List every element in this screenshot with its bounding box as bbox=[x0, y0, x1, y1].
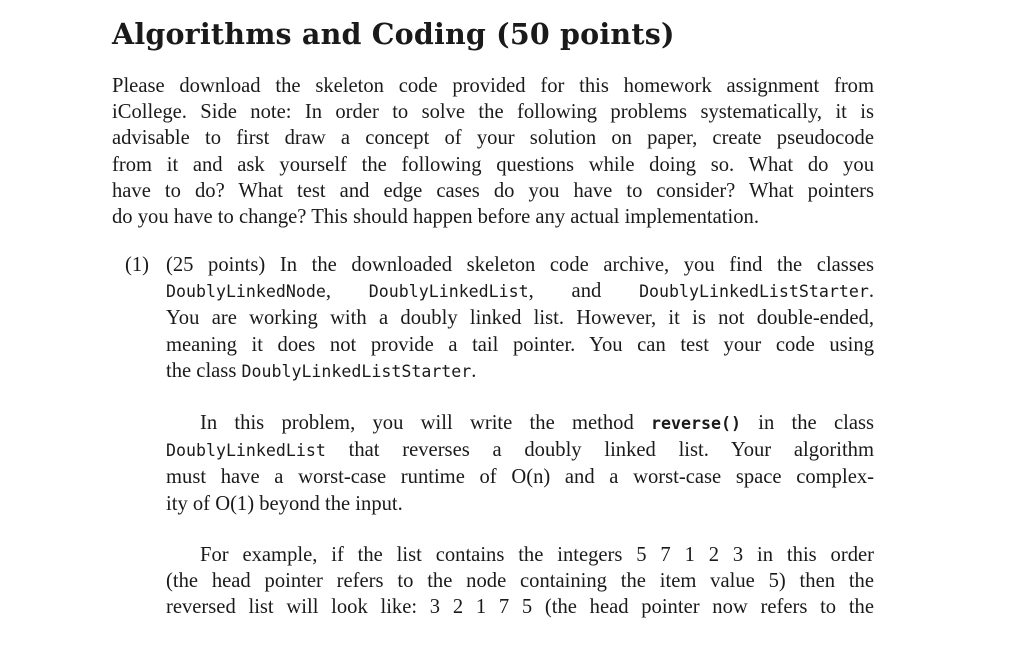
problem-example-paragraph bbox=[166, 542, 874, 621]
line-text: the class bbox=[166, 359, 237, 382]
class-name: DoublyLinkedListStarter bbox=[241, 361, 472, 381]
problem-description bbox=[166, 252, 874, 385]
intro-line: advisable to first draw a concept of your solution on paper, create pseudocode bbox=[112, 127, 874, 150]
problem-line bbox=[166, 437, 874, 464]
problem-line bbox=[166, 278, 874, 305]
problem-line bbox=[166, 358, 874, 385]
line-text: In this problem, you will write the method bbox=[200, 412, 634, 434]
intro-line: from it and ask yourself the following questions while doing so. What do you bbox=[112, 153, 874, 176]
line-text: in the class bbox=[758, 412, 874, 434]
section-title: Algorithms and Coding (50 points) bbox=[112, 17, 675, 51]
separator-text: , and bbox=[528, 280, 602, 303]
class-name: DoublyLinkedListStarter bbox=[639, 282, 869, 302]
class-name: DoublyLinkedNode bbox=[166, 282, 326, 302]
class-name: DoublyLinkedList bbox=[368, 282, 529, 302]
period-text: . bbox=[868, 280, 874, 303]
problem-line: You are working with a doubly linked list. However, it is not double-ended, bbox=[166, 307, 874, 330]
problem-line: ity of O(1) beyond the input. bbox=[166, 492, 403, 515]
period-text: . bbox=[471, 359, 477, 382]
intro-line: iCollege. Side note: In order to solve the following problems systematically, it is bbox=[112, 101, 874, 124]
intro-line: Please download the skeleton code provided for this homework assignment from bbox=[112, 75, 874, 97]
problem-line: (25 points) In the downloaded skeleton code archive, you find the classes bbox=[166, 254, 874, 276]
problem-line: reversed list will look like: 3 2 1 7 5 (the head pointer now refers to the bbox=[166, 596, 874, 619]
problem-line bbox=[166, 410, 874, 437]
intro-paragraph bbox=[112, 73, 874, 230]
intro-line: have to do? What test and edge cases do you have to consider? What pointers bbox=[112, 179, 874, 202]
problem-line: must have a worst-case runtime of O(n) and a worst-case space complex- bbox=[166, 466, 874, 489]
separator-text: , bbox=[325, 280, 332, 303]
intro-line: do you have to change? This should happen before any actual implementation. bbox=[112, 206, 759, 229]
line-text: that reverses a doubly linked list. Your algorithm bbox=[348, 439, 874, 462]
class-name: DoublyLinkedList bbox=[166, 441, 326, 461]
method-name: reverse() bbox=[651, 414, 741, 433]
problem-line: meaning it does not provide a tail pointer. You can test your code using bbox=[166, 333, 874, 356]
problem-line: For example, if the list contains the integers 5 7 1 2 3 in this order bbox=[200, 544, 874, 566]
problem-task-paragraph bbox=[166, 410, 874, 517]
problem-line: (the head pointer refers to the node containing the item value 5) then the bbox=[166, 570, 874, 593]
problem-number: (1) bbox=[125, 254, 150, 276]
